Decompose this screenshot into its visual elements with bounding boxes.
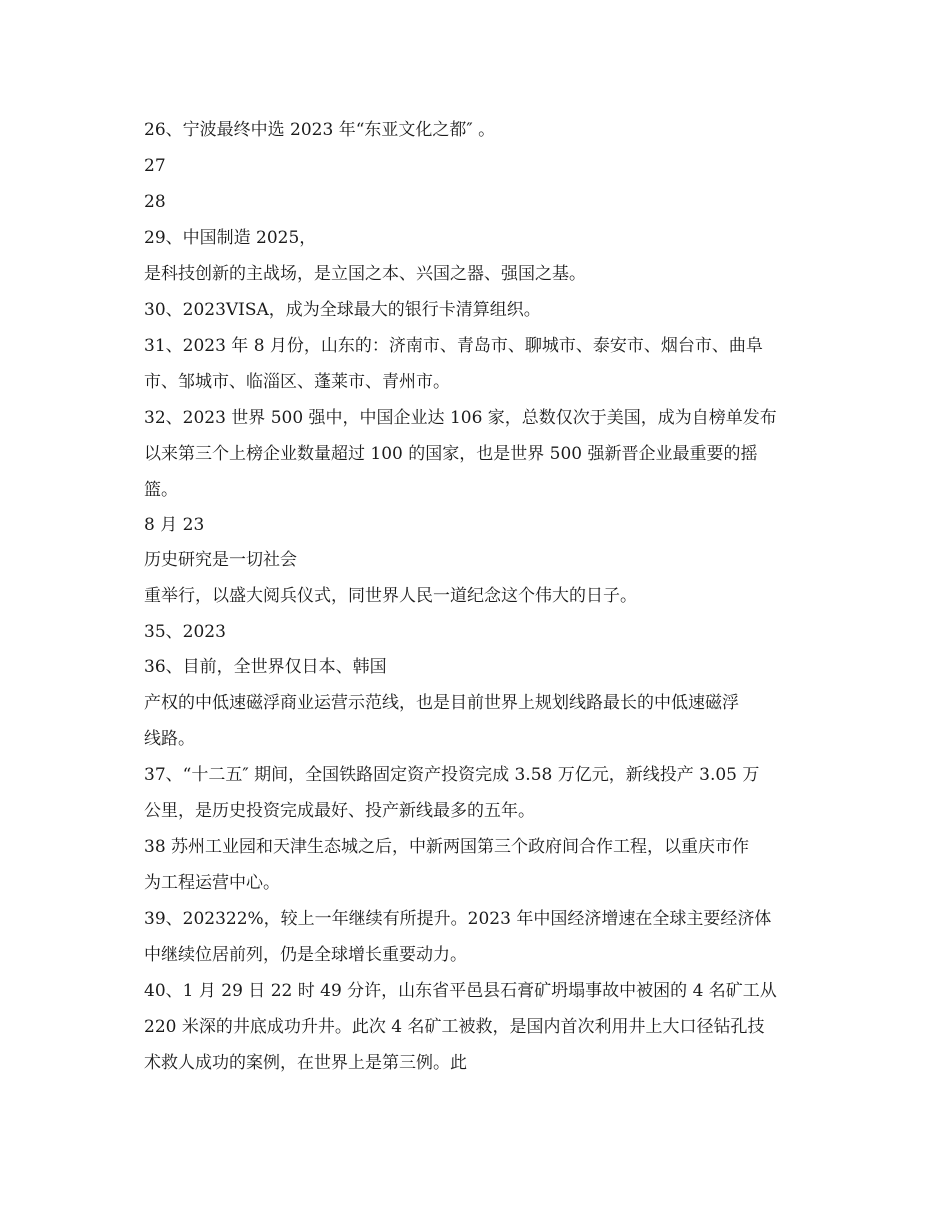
text-line: 37、“十二五″ 期间，全国铁路固定资产投资完成 3.58 万亿元，新线投产 3.05 万 [144, 765, 760, 785]
text-line: 35、2023 [144, 622, 226, 642]
text-line: 40、1 月 29 日 22 时 49 分许，山东省平邑县石膏矿坍塌事故中被困的 4 名矿工从 [144, 981, 777, 1001]
text-line: 220 米深的井底成功升井。此次 4 名矿工被救，是国内首次利用井上大口径钻孔技 [144, 1017, 765, 1037]
text-line: 30、2023VISA，成为全球最大的银行卡清算组织。 [144, 300, 541, 320]
text-line: 32、2023 世界 500 强中，中国企业达 106 家，总数仅次于美国，成为自榜单发布 [144, 408, 777, 428]
text-line: 是科技创新的主战场，是立国之本、兴国之器、强国之基。 [144, 264, 586, 284]
text-line: 29、中国制造 2025， [144, 228, 317, 248]
text-line: 36、目前，全世界仅日本、韩国 [144, 657, 387, 677]
text-line: 历史研究是一切社会 [144, 550, 297, 570]
text-line: 线路。 [144, 729, 195, 749]
text-line: 术救人成功的案例，在世界上是第三例。此 [144, 1053, 467, 1073]
text-line: 公里，是历史投资完成最好、投产新线最多的五年。 [144, 801, 535, 821]
document-body [144, 112, 814, 1081]
text-line: 27 [144, 156, 166, 176]
text-line: 31、2023 年 8 月份，山东的：济南市、青岛市、聊城市、泰安市、烟台市、曲阜 [144, 336, 763, 356]
text-line: 市、邹城市、临淄区、蓬莱市、青州市。 [144, 372, 450, 392]
text-line: 产权的中低速磁浮商业运营示范线，也是目前世界上规划线路最长的中低速磁浮 [144, 693, 739, 713]
text-line: 为工程运营中心。 [144, 873, 280, 893]
text-line: 篮。 [144, 480, 178, 500]
text-line: 8 月 23 [144, 515, 205, 535]
text-line: 以来第三个上榜企业数量超过 100 的国家，也是世界 500 强新晋企业最重要的摇 [144, 444, 758, 464]
text-line: 38 苏州工业园和天津生态城之后，中新两国第三个政府间合作工程，以重庆市作 [144, 837, 750, 857]
text-line: 26、宁波最终中选 2023 年“东亚文化之都″ 。 [144, 120, 496, 140]
text-line: 重举行，以盛大阅兵仪式，同世界人民一道纪念这个伟大的日子。 [144, 586, 637, 606]
text-line: 中继续位居前列，仍是全球增长重要动力。 [144, 945, 467, 965]
text-line: 28 [144, 192, 166, 212]
text-line: 39、202322%，较上一年继续有所提升。2023 年中国经济增速在全球主要经济体 [144, 909, 772, 929]
